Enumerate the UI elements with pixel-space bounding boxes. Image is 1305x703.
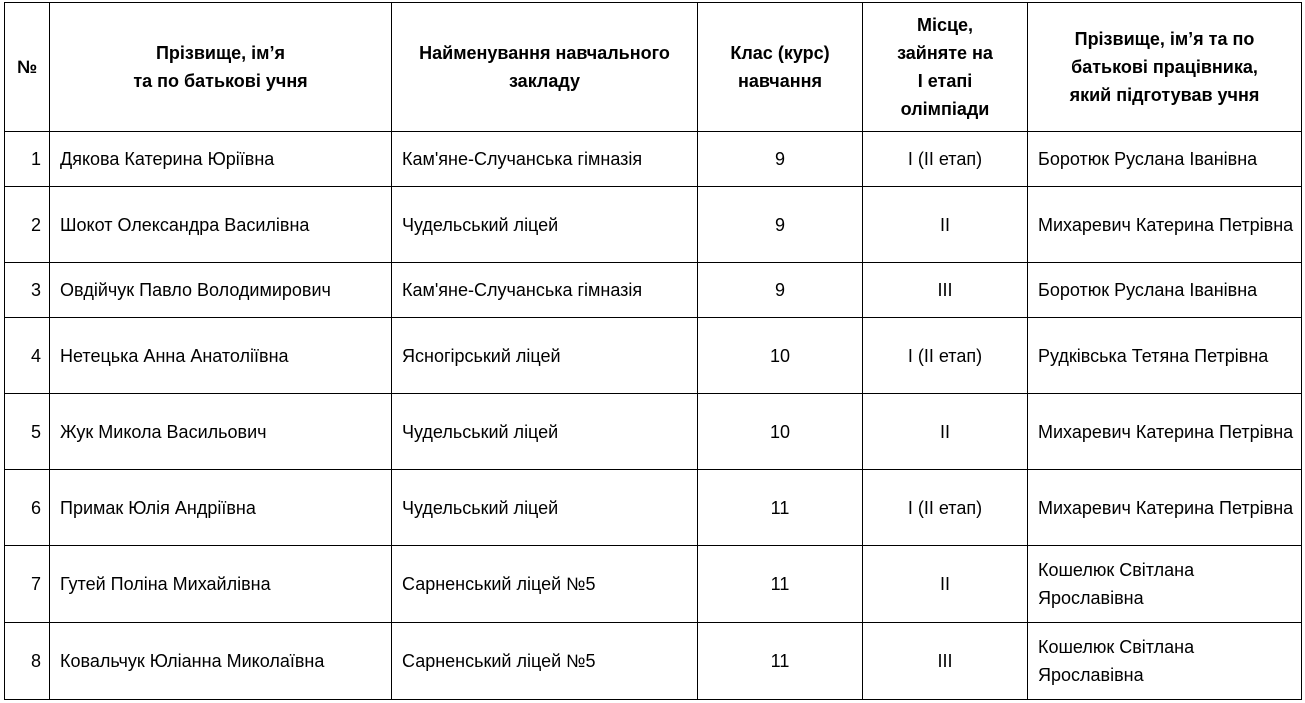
place: ІІІ — [863, 623, 1028, 700]
grade: 9 — [698, 132, 863, 187]
header-grade: Клас (курс) навчання — [698, 3, 863, 132]
grade: 11 — [698, 470, 863, 546]
teacher-name: Боротюк Руслана Іванівна — [1028, 263, 1302, 318]
row-number: 6 — [5, 470, 50, 546]
table-header-row — [5, 3, 1302, 132]
teacher-name: Кошелюк Світлана Ярославівна — [1028, 546, 1302, 623]
school-name: Кам'яне-Случанська гімназія — [392, 132, 698, 187]
teacher-name: Рудківська Тетяна Петрівна — [1028, 318, 1302, 394]
school-name: Чудельський ліцей — [392, 470, 698, 546]
student-name: Гутей Поліна Михайлівна — [50, 546, 392, 623]
place: ІІІ — [863, 263, 1028, 318]
school-name: Чудельський ліцей — [392, 187, 698, 263]
teacher-name: Михаревич Катерина Петрівна — [1028, 470, 1302, 546]
table-row — [5, 263, 1302, 318]
grade: 9 — [698, 187, 863, 263]
row-number: 4 — [5, 318, 50, 394]
header-place: Місце, зайняте на І етапі олімпіади — [863, 3, 1028, 132]
row-number: 3 — [5, 263, 50, 318]
table-row — [5, 187, 1302, 263]
grade: 11 — [698, 623, 863, 700]
place: ІІ — [863, 546, 1028, 623]
table-row — [5, 546, 1302, 623]
grade: 10 — [698, 394, 863, 470]
table-row — [5, 470, 1302, 546]
table-row — [5, 318, 1302, 394]
table-row — [5, 132, 1302, 187]
school-name: Сарненський ліцей №5 — [392, 546, 698, 623]
teacher-name: Михаревич Катерина Петрівна — [1028, 394, 1302, 470]
student-name: Ковальчук Юліанна Миколаївна — [50, 623, 392, 700]
grade: 11 — [698, 546, 863, 623]
school-name: Кам'яне-Случанська гімназія — [392, 263, 698, 318]
student-name: Шокот Олександра Василівна — [50, 187, 392, 263]
place: І (ІІ етап) — [863, 470, 1028, 546]
student-name: Нетецька Анна Анатоліївна — [50, 318, 392, 394]
place: ІІ — [863, 394, 1028, 470]
grade: 9 — [698, 263, 863, 318]
header-student-name: Прізвище, ім’я та по батькові учня — [50, 3, 392, 132]
olympiad-results-table — [4, 2, 1302, 700]
grade: 10 — [698, 318, 863, 394]
row-number: 7 — [5, 546, 50, 623]
header-number: № — [5, 3, 50, 132]
header-school: Найменування навчального закладу — [392, 3, 698, 132]
student-name: Примак Юлія Андріївна — [50, 470, 392, 546]
place: ІІ — [863, 187, 1028, 263]
school-name: Чудельський ліцей — [392, 394, 698, 470]
place: І (ІІ етап) — [863, 132, 1028, 187]
row-number: 8 — [5, 623, 50, 700]
table-row — [5, 623, 1302, 700]
row-number: 1 — [5, 132, 50, 187]
teacher-name: Михаревич Катерина Петрівна — [1028, 187, 1302, 263]
row-number: 5 — [5, 394, 50, 470]
header-teacher: Прізвище, ім’я та по батькові працівника, який підготував учня — [1028, 3, 1302, 132]
place: І (ІІ етап) — [863, 318, 1028, 394]
student-name: Жук Микола Васильович — [50, 394, 392, 470]
school-name: Ясногірський ліцей — [392, 318, 698, 394]
table-row — [5, 394, 1302, 470]
school-name: Сарненський ліцей №5 — [392, 623, 698, 700]
teacher-name: Боротюк Руслана Іванівна — [1028, 132, 1302, 187]
student-name: Дякова Катерина Юріївна — [50, 132, 392, 187]
row-number: 2 — [5, 187, 50, 263]
teacher-name: Кошелюк Світлана Ярославівна — [1028, 623, 1302, 700]
student-name: Овдійчук Павло Володимирович — [50, 263, 392, 318]
